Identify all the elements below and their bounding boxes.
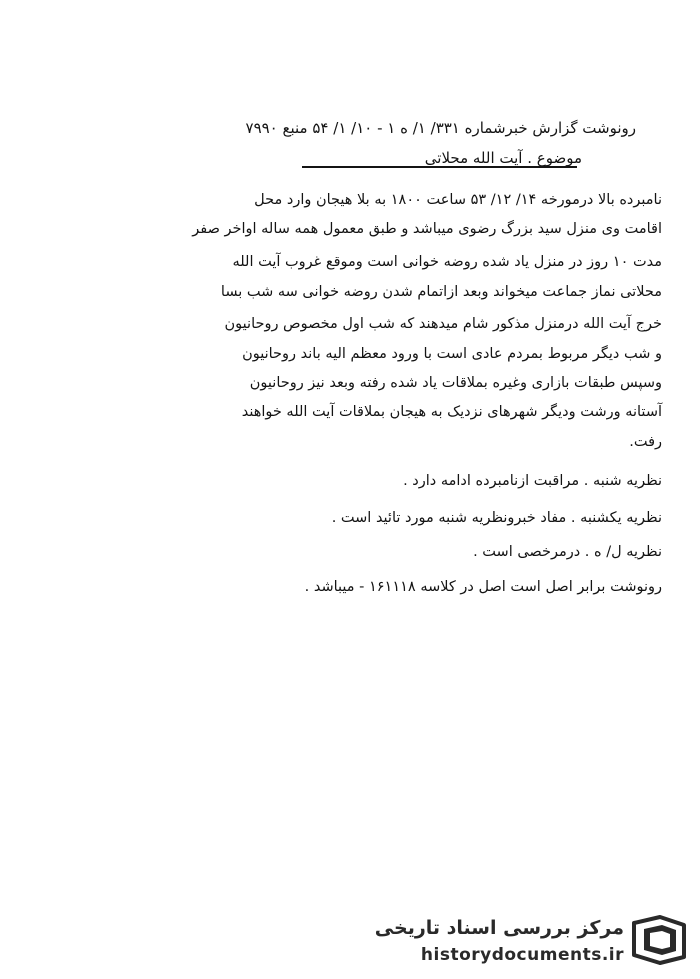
body-line: مدت ۱۰ روز در منزل یاد شده روضه خوانی است وموقع غروب آیت الله: [232, 254, 662, 270]
body-line: اقامت وی منزل سید بزرگ رضوی میباشد و طبق معمول همه ساله اواخر صفر: [192, 221, 662, 237]
body-line: آستانه ورشت ودیگر شهرهای نزدیک به هیجان بملاقات آیت الله خواهند: [241, 404, 662, 420]
watermark-url: historydocuments.ir: [420, 945, 624, 965]
body-line: خرج آیت الله درمنزل مذکور شام میدهند که شب اول مخصوص روحانیون: [224, 316, 662, 332]
document-header: رونوشت گزارش خبرشماره ۳۳۱/ ۱/ ه ۱ - ۱۰/ ۱/ ۵۴ منبع ۷۹۹۰: [245, 119, 636, 137]
note-line: نظریه ل/ ه . درمرخصی است .: [473, 544, 662, 560]
document-subject: موضوع . آیت الله محلاتی: [424, 149, 582, 167]
watermark-title: مرکز بررسی اسناد تاریخی: [374, 917, 624, 939]
watermark: [374, 909, 688, 971]
body-line: محلاتی نماز جماعت میخواند وبعد ازاتمام شدن روضه خوانی سه شب بسا: [220, 284, 662, 300]
document-footer: رونوشت برابر اصل است اصل در کلاسه ۱۶۱۱۱۸ - میباشد .: [304, 579, 662, 595]
archive-logo-icon: [630, 913, 688, 967]
subject-underline: [302, 166, 577, 168]
body-line: نامبرده بالا درمورخه ۱۴/ ۱۲/ ۵۳ ساعت ۱۸۰۰ به بلا هیجان وارد محل: [254, 192, 662, 208]
body-line: و شب دیگر مربوط بمردم عادی است با ورود معظم الیه باند روحانیون: [242, 346, 662, 362]
note-line: نظریه شنبه . مراقبت ازنامبرده ادامه دارد .: [403, 473, 662, 489]
note-line: نظریه یکشنبه . مفاد خبرونظریه شنبه مورد تائید است .: [331, 510, 662, 526]
body-line: رفت.: [629, 434, 662, 450]
body-line: وسپس طبقات بازاری وغیره بملاقات یاد شده رفته وبعد نیز روحانیون: [249, 375, 662, 391]
